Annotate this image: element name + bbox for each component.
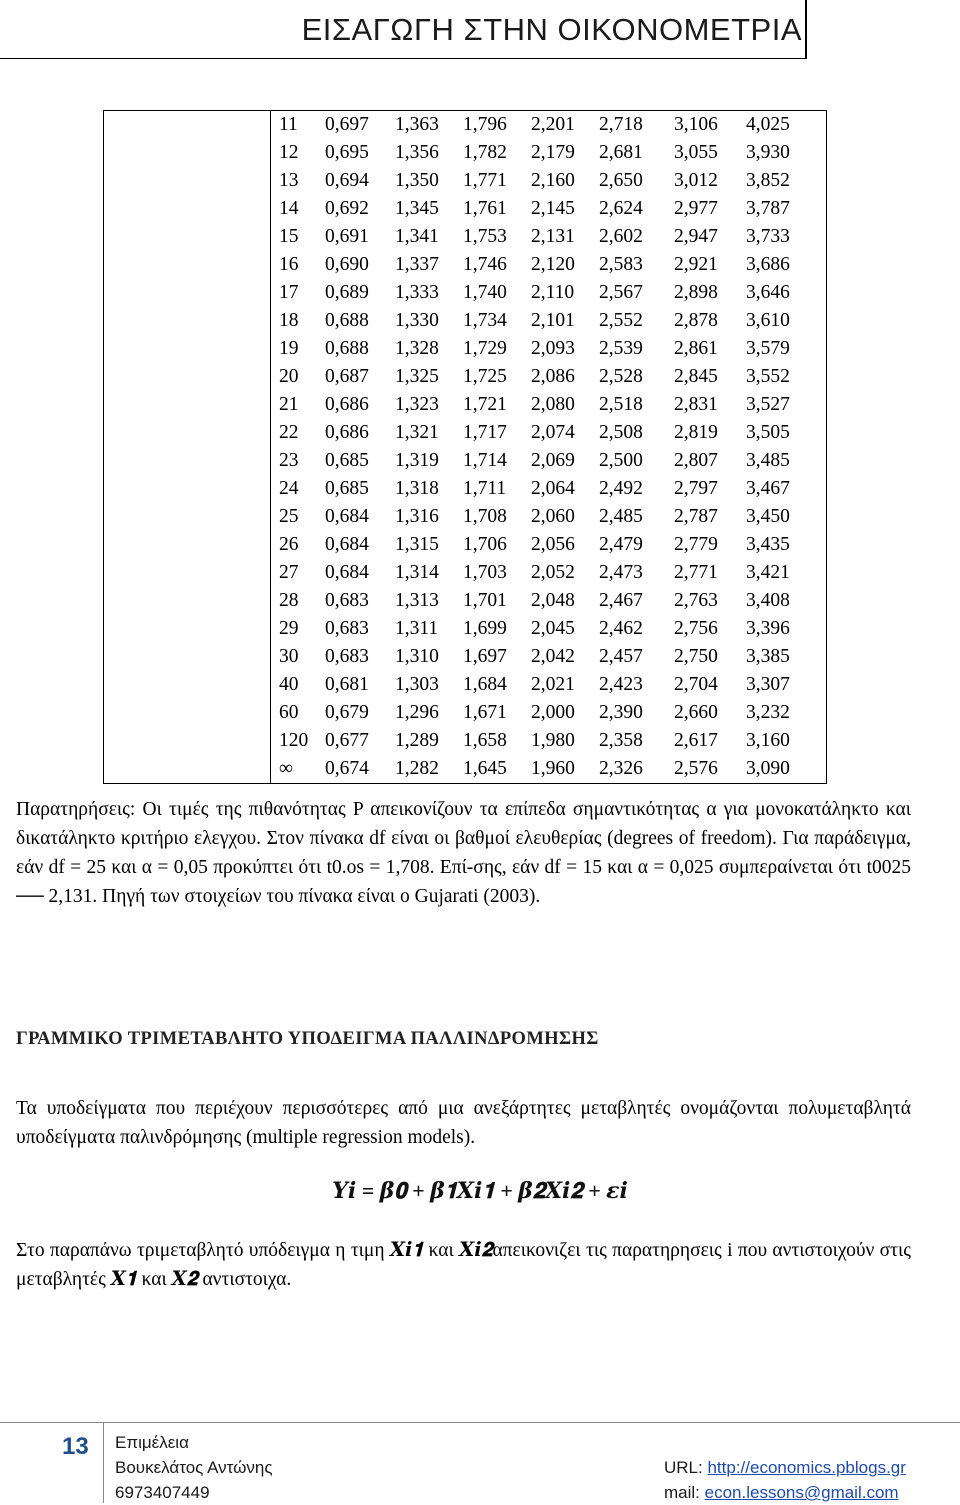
table-blank-cell (104, 111, 271, 140)
critical-value: 2,042 (531, 646, 575, 667)
df-value: 16 (279, 254, 299, 275)
table-data-cell (271, 335, 827, 363)
critical-value: 2,750 (674, 646, 718, 667)
critical-value: 3,408 (746, 590, 790, 611)
critical-value: 2,763 (674, 590, 718, 611)
footer-url-line (664, 1455, 906, 1480)
table-blank-cell (104, 699, 271, 727)
critical-value: 1,729 (463, 338, 507, 359)
df-value: 24 (279, 478, 299, 499)
critical-value: 3,485 (746, 450, 790, 471)
table-blank-cell (104, 643, 271, 671)
critical-value: 0,685 (325, 478, 369, 499)
critical-value: 2,120 (531, 254, 575, 275)
critical-value: 1,761 (463, 198, 507, 219)
critical-value: 2,797 (674, 478, 718, 499)
var-xi2: 𝑿𝒊𝟐 (459, 1240, 493, 1261)
critical-value: 3,396 (746, 618, 790, 639)
critical-value: 2,819 (674, 422, 718, 443)
critical-value: 2,131 (531, 226, 575, 247)
explain-text-2: και (423, 1240, 460, 1261)
critical-value: 2,423 (599, 674, 643, 695)
footer-url-link[interactable]: http://economics.pblogs.gr (707, 1458, 906, 1477)
df-value: 30 (279, 646, 299, 667)
footer-mail-link[interactable]: econ.lessons@gmail.com (704, 1483, 899, 1502)
df-value: 60 (279, 702, 299, 723)
table-data-cell (271, 587, 827, 615)
critical-value: 2,617 (674, 730, 718, 751)
critical-value: 0,679 (325, 702, 369, 723)
critical-value: 0,687 (325, 366, 369, 387)
df-value: 28 (279, 590, 299, 611)
table-data-cell (271, 475, 827, 503)
critical-value: 3,505 (746, 422, 790, 443)
table-row (104, 447, 827, 475)
df-value: 23 (279, 450, 299, 471)
footer-divider (103, 1422, 104, 1503)
t-table (103, 110, 827, 784)
table-row (104, 643, 827, 671)
critical-value: 2,602 (599, 226, 643, 247)
regression-equation: 𝒀𝒊 = 𝜷𝟎 + 𝜷𝟏𝑿𝒊𝟏 + 𝜷𝟐𝑿𝒊𝟐 + 𝜺𝒊 (332, 1178, 628, 1203)
critical-value: 2,462 (599, 618, 643, 639)
table-row (104, 503, 827, 531)
table-blank-cell (104, 223, 271, 251)
table-row (104, 363, 827, 391)
critical-value: 0,686 (325, 394, 369, 415)
critical-value: 2,390 (599, 702, 643, 723)
table-blank-cell (104, 251, 271, 279)
table-blank-cell (104, 447, 271, 475)
critical-value: 1,323 (395, 394, 439, 415)
critical-value: 0,686 (325, 422, 369, 443)
critical-value: 1,796 (463, 114, 507, 135)
critical-value: 0,684 (325, 534, 369, 555)
table-blank-cell (104, 615, 271, 643)
table-blank-cell (104, 559, 271, 587)
critical-value: 2,479 (599, 534, 643, 555)
critical-value: 2,576 (674, 758, 718, 779)
critical-value: 1,311 (395, 618, 439, 639)
critical-value: 1,782 (463, 142, 507, 163)
critical-value: 2,074 (531, 422, 575, 443)
table-blank-cell (104, 363, 271, 391)
critical-value: 1,671 (463, 702, 507, 723)
table-row (104, 559, 827, 587)
df-value: 12 (279, 142, 299, 163)
table-data-cell (271, 643, 827, 671)
critical-value: 2,080 (531, 394, 575, 415)
table-data-cell (271, 363, 827, 391)
critical-value: 2,179 (531, 142, 575, 163)
table-data-cell (271, 671, 827, 699)
critical-value: 2,947 (674, 226, 718, 247)
critical-value: 1,345 (395, 198, 439, 219)
critical-value: 3,055 (674, 142, 718, 163)
critical-value: 0,688 (325, 310, 369, 331)
footer-url-label: URL: (664, 1458, 708, 1477)
footer-credits (115, 1430, 273, 1505)
critical-value: 0,688 (325, 338, 369, 359)
table-blank-cell (104, 671, 271, 699)
table-row (104, 139, 827, 167)
explain-text-5: αντιστοιχα. (197, 1269, 292, 1290)
critical-value: 1,708 (463, 506, 507, 527)
intro-paragraph: Τα υποδείγματα που περιέχουν περισσότερες από μια ανεξάρτητες μεταβλητές ονομάζονται πολυμεταβλητά υποδείγματα παλινδρόμησης (multiple regression models). (16, 1098, 911, 1148)
table-data-cell (271, 447, 827, 475)
critical-value: 2,485 (599, 506, 643, 527)
table-data-cell (271, 531, 827, 559)
critical-value: 2,000 (531, 702, 575, 723)
df-value: 20 (279, 366, 299, 387)
critical-value: 2,160 (531, 170, 575, 191)
critical-value: 2,326 (599, 758, 643, 779)
critical-value: 3,232 (746, 702, 790, 723)
critical-value: 0,694 (325, 170, 369, 191)
critical-value: 2,086 (531, 366, 575, 387)
critical-value: 1,706 (463, 534, 507, 555)
table-row (104, 195, 827, 223)
footer-author: Βουκελάτος Αντώνης (115, 1458, 273, 1477)
table-data-cell (271, 419, 827, 447)
critical-value: 2,467 (599, 590, 643, 611)
var-xi1: 𝑿𝒊𝟏 (389, 1240, 424, 1261)
critical-value: 3,646 (746, 282, 790, 303)
table-row (104, 335, 827, 363)
critical-value: 0,691 (325, 226, 369, 247)
df-value: 22 (279, 422, 299, 443)
critical-value: 2,056 (531, 534, 575, 555)
table-blank-cell (104, 167, 271, 195)
table-row (104, 391, 827, 419)
critical-value: 0,692 (325, 198, 369, 219)
critical-value: 2,093 (531, 338, 575, 359)
notes-paragraph: Παρατηρήσεις: Οι τιμές της πιθανότητας P απεικονίζουν τα επίπεδα σημαντικότητας α για μονοκατάληκτο και δικατάληκτο κριτήριο ελεγχου. Στον πίνακα df είναι οι βαθμοί ελευθερίας (degrees of freedom). Για παράδειγμα, εάν df = 25 και α = 0,05 προκύπτει ότι t0.os = 1,708. Επί-σης, εάν df = 15 και α = 0,025 συμπεραίνεται ότι t0025 ── 2,131. Πηγή των στοιχείων του πίνακα είναι ο Gujarati (2003). (16, 799, 911, 907)
critical-value: 1,703 (463, 562, 507, 583)
critical-value: 1,721 (463, 394, 507, 415)
critical-value: 2,704 (674, 674, 718, 695)
critical-value: 1,746 (463, 254, 507, 275)
page-header (0, 0, 960, 60)
table-row (104, 475, 827, 503)
critical-value: 2,650 (599, 170, 643, 191)
footer-phone: 6973407449 (115, 1483, 210, 1502)
table-row (104, 531, 827, 559)
explain-text-4: και (136, 1269, 172, 1290)
critical-value: 2,358 (599, 730, 643, 751)
table-row (104, 419, 827, 447)
critical-value: 2,771 (674, 562, 718, 583)
df-value: ∞ (279, 758, 293, 779)
df-value: 25 (279, 506, 299, 527)
table-data-cell (271, 251, 827, 279)
table-data-cell (271, 111, 827, 140)
footer-contact (664, 1455, 906, 1505)
critical-value: 1,333 (395, 282, 439, 303)
table-row (104, 167, 827, 195)
critical-value: 0,685 (325, 450, 369, 471)
critical-value: 1,711 (463, 478, 507, 499)
critical-value: 1,321 (395, 422, 439, 443)
critical-value: 2,898 (674, 282, 718, 303)
critical-value: 1,734 (463, 310, 507, 331)
table-blank-cell (104, 419, 271, 447)
critical-value: 0,697 (325, 114, 369, 135)
critical-value: 3,106 (674, 114, 718, 135)
critical-value: 2,921 (674, 254, 718, 275)
footer-mail-line (664, 1480, 906, 1505)
critical-value: 0,674 (325, 758, 369, 779)
table-row (104, 111, 827, 140)
critical-value: 3,090 (746, 758, 790, 779)
critical-value: 1,645 (463, 758, 507, 779)
critical-value: 2,064 (531, 478, 575, 499)
df-value: 17 (279, 282, 299, 303)
table-blank-cell (104, 755, 271, 784)
critical-value: 0,683 (325, 618, 369, 639)
explanation-paragraph (16, 1236, 911, 1294)
df-value: 14 (279, 198, 299, 219)
critical-value: 0,690 (325, 254, 369, 275)
critical-value: 2,807 (674, 450, 718, 471)
table-data-cell (271, 167, 827, 195)
critical-value: 1,350 (395, 170, 439, 191)
critical-value: 0,684 (325, 562, 369, 583)
df-value: 40 (279, 674, 299, 695)
critical-value: 2,567 (599, 282, 643, 303)
table-blank-cell (104, 727, 271, 755)
table-row (104, 279, 827, 307)
critical-value: 3,686 (746, 254, 790, 275)
footer-rule (0, 1422, 960, 1423)
critical-value: 0,681 (325, 674, 369, 695)
critical-value: 2,878 (674, 310, 718, 331)
table-row (104, 671, 827, 699)
df-value: 120 (279, 730, 309, 751)
critical-value: 2,787 (674, 506, 718, 527)
critical-value: 0,695 (325, 142, 369, 163)
critical-value: 2,977 (674, 198, 718, 219)
table-row (104, 615, 827, 643)
df-value: 13 (279, 170, 299, 191)
df-value: 15 (279, 226, 299, 247)
table-data-cell (271, 699, 827, 727)
header-rule (0, 58, 807, 59)
critical-value: 3,930 (746, 142, 790, 163)
critical-value: 1,314 (395, 562, 439, 583)
critical-value: 2,539 (599, 338, 643, 359)
critical-value: 0,683 (325, 646, 369, 667)
critical-value: 3,552 (746, 366, 790, 387)
table-data-cell (271, 755, 827, 784)
critical-value: 3,307 (746, 674, 790, 695)
table-data-cell (271, 615, 827, 643)
critical-value: 2,069 (531, 450, 575, 471)
critical-value: 3,467 (746, 478, 790, 499)
critical-value: 0,677 (325, 730, 369, 751)
critical-value: 1,330 (395, 310, 439, 331)
critical-value: 2,052 (531, 562, 575, 583)
critical-value: 2,021 (531, 674, 575, 695)
var-x1: 𝑿𝟏 (110, 1269, 137, 1290)
critical-value: 1,717 (463, 422, 507, 443)
df-value: 11 (279, 114, 298, 135)
critical-value: 3,852 (746, 170, 790, 191)
critical-value: 1,753 (463, 226, 507, 247)
t-distribution-table (103, 110, 827, 784)
table-blank-cell (104, 587, 271, 615)
footer-label: Επιμέλεια (115, 1433, 189, 1452)
critical-value: 3,787 (746, 198, 790, 219)
page-number: 13 (62, 1433, 89, 1460)
critical-value: 3,450 (746, 506, 790, 527)
critical-value: 1,310 (395, 646, 439, 667)
critical-value: 2,518 (599, 394, 643, 415)
critical-value: 2,201 (531, 114, 575, 135)
critical-value: 1,740 (463, 282, 507, 303)
critical-value: 2,048 (531, 590, 575, 611)
table-data-cell (271, 727, 827, 755)
critical-value: 2,500 (599, 450, 643, 471)
table-data-cell (271, 391, 827, 419)
critical-value: 1,684 (463, 674, 507, 695)
critical-value: 1,658 (463, 730, 507, 751)
critical-value: 2,060 (531, 506, 575, 527)
df-value: 19 (279, 338, 299, 359)
table-row (104, 727, 827, 755)
df-value: 26 (279, 534, 299, 555)
critical-value: 1,319 (395, 450, 439, 471)
critical-value: 2,681 (599, 142, 643, 163)
critical-value: 1,315 (395, 534, 439, 555)
header-vertical-rule (805, 0, 807, 58)
critical-value: 2,660 (674, 702, 718, 723)
table-blank-cell (104, 279, 271, 307)
table-data-cell (271, 559, 827, 587)
critical-value: 1,337 (395, 254, 439, 275)
critical-value: 1,697 (463, 646, 507, 667)
critical-value: 1,328 (395, 338, 439, 359)
table-data-cell (271, 307, 827, 335)
critical-value: 3,527 (746, 394, 790, 415)
critical-value: 1,316 (395, 506, 439, 527)
critical-value: 2,624 (599, 198, 643, 219)
critical-value: 2,861 (674, 338, 718, 359)
critical-value: 3,579 (746, 338, 790, 359)
critical-value: 3,421 (746, 562, 790, 583)
table-row (104, 587, 827, 615)
critical-value: 2,457 (599, 646, 643, 667)
df-value: 27 (279, 562, 299, 583)
table-blank-cell (104, 503, 271, 531)
critical-value: 2,756 (674, 618, 718, 639)
table-row (104, 699, 827, 727)
critical-value: 2,473 (599, 562, 643, 583)
table-data-cell (271, 139, 827, 167)
critical-value: 3,160 (746, 730, 790, 751)
table-row (104, 755, 827, 784)
table-blank-cell (104, 475, 271, 503)
explain-text-3: απεικονιζει τις παρατηρησεις i που αντιστοιχούν στις μεταβλητές (16, 1240, 911, 1290)
table-data-cell (271, 503, 827, 531)
critical-value: 1,701 (463, 590, 507, 611)
critical-value: 2,492 (599, 478, 643, 499)
table-row (104, 307, 827, 335)
critical-value: 1,303 (395, 674, 439, 695)
critical-value: 2,845 (674, 366, 718, 387)
df-value: 21 (279, 394, 299, 415)
critical-value: 2,101 (531, 310, 575, 331)
critical-value: 2,110 (531, 282, 575, 303)
critical-value: 1,325 (395, 366, 439, 387)
explain-text-1: Στο παραπάνω τριμεταβλητό υπόδειγμα η τιμη (16, 1240, 390, 1261)
critical-value: 1,699 (463, 618, 507, 639)
critical-value: 1,980 (531, 730, 575, 751)
table-data-cell (271, 279, 827, 307)
critical-value: 2,528 (599, 366, 643, 387)
critical-value: 1,296 (395, 702, 439, 723)
critical-value: 2,718 (599, 114, 643, 135)
table-row (104, 223, 827, 251)
critical-value: 2,508 (599, 422, 643, 443)
table-blank-cell (104, 195, 271, 223)
critical-value: 0,683 (325, 590, 369, 611)
df-value: 29 (279, 618, 299, 639)
critical-value: 1,318 (395, 478, 439, 499)
critical-value: 0,689 (325, 282, 369, 303)
critical-value: 1,341 (395, 226, 439, 247)
critical-value: 3,733 (746, 226, 790, 247)
critical-value: 4,025 (746, 114, 790, 135)
critical-value: 1,363 (395, 114, 439, 135)
critical-value: 3,435 (746, 534, 790, 555)
footer-mail-label: mail: (664, 1483, 705, 1502)
critical-value: 1,725 (463, 366, 507, 387)
critical-value: 2,552 (599, 310, 643, 331)
critical-value: 2,583 (599, 254, 643, 275)
table-row (104, 251, 827, 279)
critical-value: 3,385 (746, 646, 790, 667)
table-blank-cell (104, 531, 271, 559)
section-title: ΓΡΑΜΜΙΚΟ ΤΡΙΜΕΤΑΒΛΗΤΟ ΥΠΟΔΕΙΓΜΑ ΠΑΛΛΙΝΔΡΟΜΗΣΗΣ (16, 1029, 599, 1049)
critical-value: 2,145 (531, 198, 575, 219)
table-blank-cell (104, 307, 271, 335)
critical-value: 1,714 (463, 450, 507, 471)
var-x2: 𝑿𝟐 (171, 1269, 198, 1290)
critical-value: 3,610 (746, 310, 790, 331)
critical-value: 0,684 (325, 506, 369, 527)
header-title: ΕΙΣΑΓΩΓΗ ΣΤΗΝ ΟΙΚΟΝΟΜΕΤΡΙΑ (301, 12, 802, 47)
df-value: 18 (279, 310, 299, 331)
table-blank-cell (104, 335, 271, 363)
table-blank-cell (104, 139, 271, 167)
table-data-cell (271, 195, 827, 223)
critical-value: 1,771 (463, 170, 507, 191)
critical-value: 2,831 (674, 394, 718, 415)
critical-value: 3,012 (674, 170, 718, 191)
critical-value: 2,779 (674, 534, 718, 555)
table-blank-cell (104, 391, 271, 419)
critical-value: 1,282 (395, 758, 439, 779)
table-data-cell (271, 223, 827, 251)
critical-value: 1,960 (531, 758, 575, 779)
critical-value: 1,313 (395, 590, 439, 611)
critical-value: 1,356 (395, 142, 439, 163)
critical-value: 1,289 (395, 730, 439, 751)
critical-value: 2,045 (531, 618, 575, 639)
